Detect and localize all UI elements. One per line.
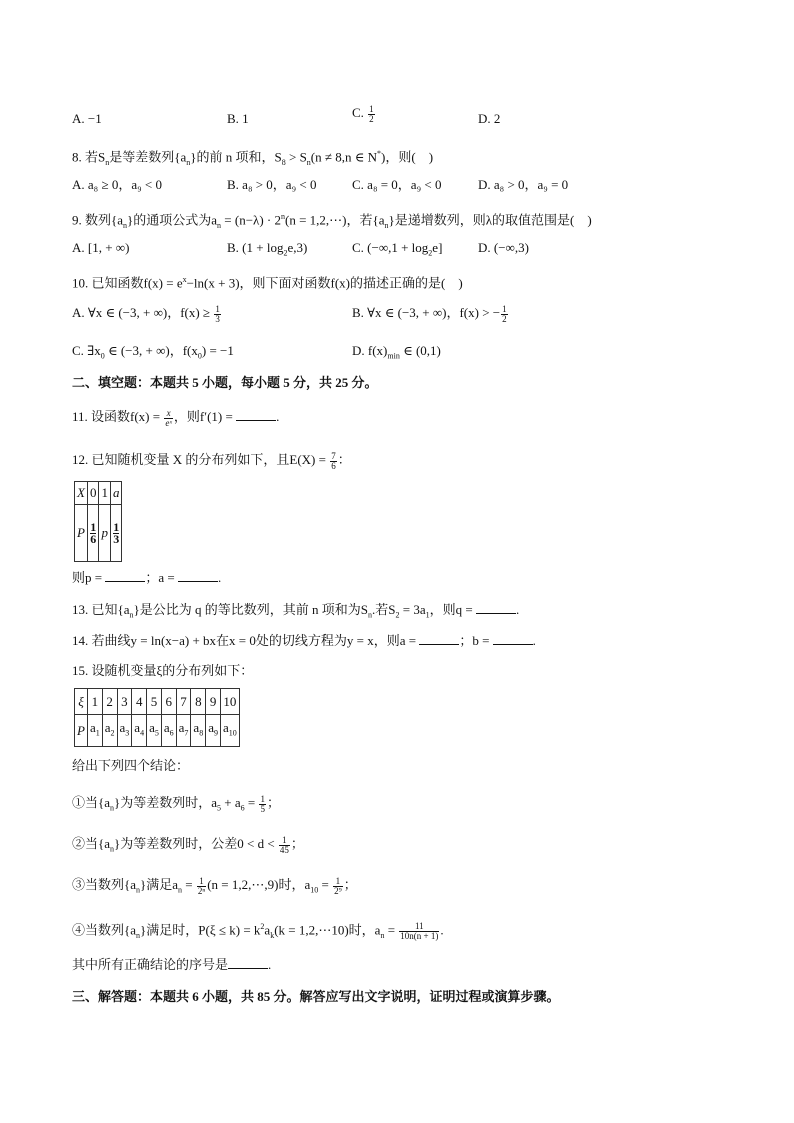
q10-stem: 10. 已知函数$f(x) = e^x-\ln(x + 3)$，则下面对函数f(x)的描述正确的是( )	[72, 275, 463, 291]
q8-option-d: D. a₈ > 0，a₉ = 0	[478, 177, 569, 192]
q13-answer-blank[interactable]	[476, 601, 516, 614]
q11-answer-blank[interactable]	[236, 408, 276, 421]
q15-intro: 给出下列四个结论：	[72, 758, 190, 773]
q15-conclusion-2: ②当$\{a_n\}$为等差数列时，公差0 < d < $\frac{1}{45}$ ；	[72, 834, 304, 855]
q14-b-blank[interactable]	[493, 632, 533, 645]
q10-option-d: D. $f(x)_{min}$ ∈ (0,1)	[352, 343, 441, 361]
table-row: X 0 1 a	[75, 482, 122, 505]
table-row: P $a_1$ $a_2$ $a_3$ $a_4$ $a_5$ $a_6$ $a_7$ $a_8$ $a_9$ $a_{10}$	[75, 715, 240, 747]
q12-distribution-table	[74, 481, 122, 562]
q10-option-c: C. $\exists x_0$ ∈ (−3, + ∞)，$f(x_0) = -1$	[72, 343, 234, 361]
q10-option-a: A. ∀x ∈ (−3, + ∞)，f(x) ≥ $\frac{1}{3}$	[72, 303, 220, 324]
q12-answer: 则p = ；a = .	[72, 570, 222, 585]
q15-stem: 15. 设随机变量ξ的分布列如下：	[72, 663, 254, 678]
q9-option-d: D. (−∞,3)	[478, 240, 529, 255]
q9-option-b: B. $(1 + \log_2e,3)$	[227, 240, 308, 258]
q7-option-d: D. 2	[478, 111, 501, 126]
q14-a-blank[interactable]	[419, 632, 459, 645]
q13: 13. 已知$\{a_n\}$是公比为 q 的等比数列，其前 n 项和为$S_n$.若$S_2 = 3a_1$，则q = .	[72, 602, 520, 620]
q9-stem: 9. 数列$\{a_n\}$的通项公式为$a_n = (n-\lambda) \cdot 2^n(n$ = 1,2,⋯)，若$\{a_n\}$是递增数列，则λ的取值范围是( )	[72, 212, 592, 230]
q7-option-b: B. 1	[227, 111, 249, 126]
q12-p-blank[interactable]	[105, 569, 145, 582]
q15-conclusion-4: ④当数列$\{a_n\}$满足时，$P(\xi \le k) = k^2a_k(k$ = 1,2,⋯10)时，$a_n$ = $\frac{11}{10n(n + 1)}$ .	[72, 920, 444, 941]
q15-distribution-table	[74, 688, 240, 747]
q9-option-c: C. $(-\infty,1 + \log_2e]$	[352, 240, 443, 258]
q15-answer-blank[interactable]	[228, 956, 268, 969]
table-row: P $\frac{1}{6}$ p $\frac{1}{3}$	[75, 505, 122, 562]
section-3-heading: 三、解答题：本题共 6 小题，共 85 分。解答应写出文字说明，证明过程或演算步骤。	[72, 989, 560, 1004]
q15-question: 其中所有正确结论的序号是 .	[72, 957, 272, 972]
q8-stem: 8. 若$S_n$是等差数列$\{a_n\}$的前 n 项和，$S_8 > S_n(n \ne 8,n$ ∈ N*)，则( )	[72, 149, 434, 167]
section-2-heading: 二、填空题：本题共 5 小题，每小题 5 分，共 25 分。	[72, 375, 378, 390]
table-row: ξ 1 2 3 4 5 6 7 8 9 10	[75, 689, 240, 715]
q15-conclusion-1: ①当$\{a_n\}$为等差数列时，$a_5 + a_6$ = $\frac{1}{5}$ ；	[72, 793, 280, 814]
q10-option-b: B. ∀x ∈ (−3, + ∞)，f(x) > − $\frac{1}{2}$	[352, 303, 507, 324]
q12-a-blank[interactable]	[178, 569, 218, 582]
q7-option-a: A. −1	[72, 111, 102, 126]
q9-option-a: A. [1, + ∞)	[72, 240, 130, 255]
q14: 14. 若曲线y = ln(x−a) + bx在x = 0处的切线方程为y = x，则a = ；b = .	[72, 633, 536, 648]
q8-option-c: C. a₈ = 0，a₉ < 0	[352, 177, 442, 192]
q7-option-c: C. $\frac{1}{2}$	[352, 103, 374, 124]
q11: 11. 设函数f(x) = $\frac{x}{\text{eˣ}}$ ，则f′(1) = .	[72, 407, 280, 428]
q8-option-b: B. a₈ > 0，a₉ < 0	[227, 177, 317, 192]
q8-option-a: A. a₈ ≥ 0，a₉ < 0	[72, 177, 162, 192]
q15-conclusion-3: ③当数列$\{a_n\}$满足$a_n$ = $\frac{1}{\text{2ⁿ}}$ (n = 1,2,⋯,9)时，$a_{10}$ = $\frac{1}{\text{2⁹}}$ ；	[72, 875, 357, 896]
q7-c-fraction: $\frac{1}{2}$	[369, 103, 374, 124]
q12-stem: 12. 已知随机变量 X 的分布列如下，且E(X) = $\frac{7}{6}$ ：	[72, 450, 351, 471]
